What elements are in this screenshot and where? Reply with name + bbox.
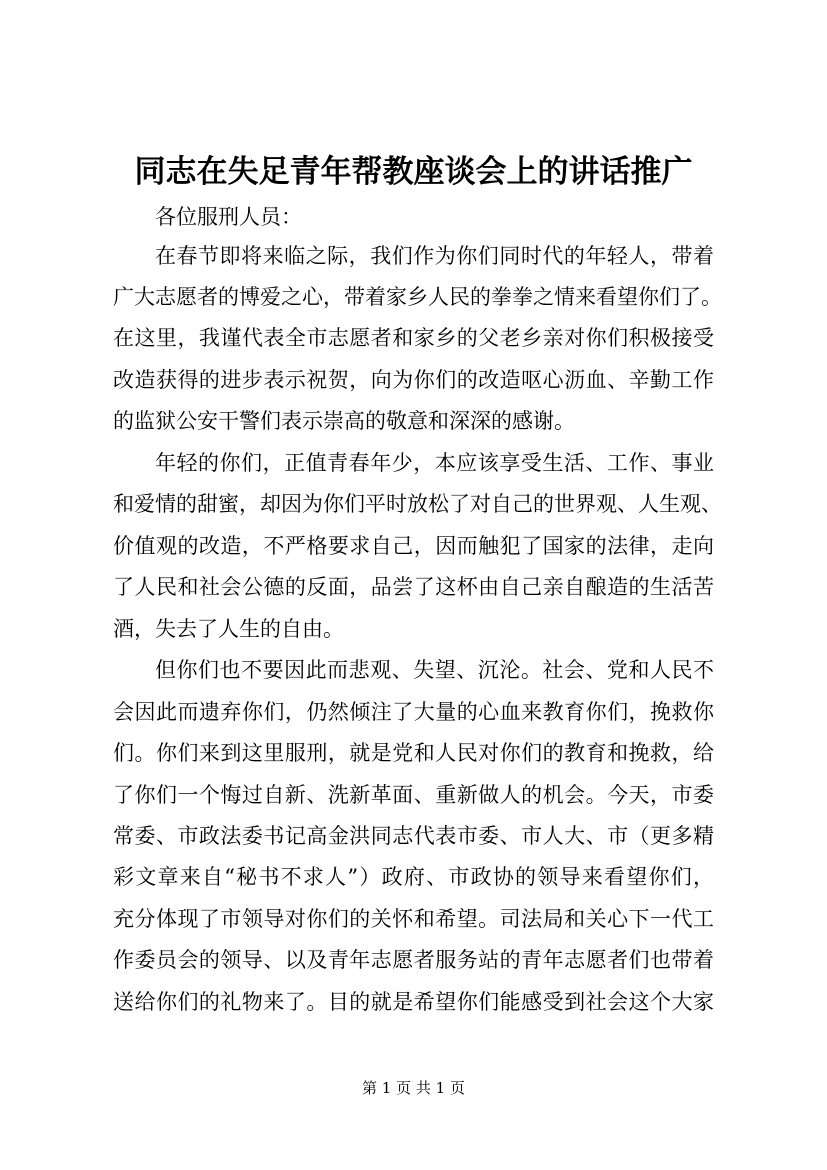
text-line: 改造获得的进步表示祝贺，向为你们的改造呕心沥血、辛勤工作 (113, 368, 714, 392)
text-line: 和爱情的甜蜜，却因为你们平时放松了对自己的世界观、人生观、 (113, 492, 722, 516)
text-line: 酒，失去了人生的自由。 (113, 617, 344, 641)
text-line: 充分体现了市领导对你们的关怀和希望。司法局和关心下一代工 (113, 907, 714, 931)
text-line: 了人民和社会公德的反面，品尝了这杯由自己亲自酿造的生活苦 (113, 575, 714, 599)
text-line: 会因此而遗弃你们，仍然倾注了大量的心血来教育你们，挽救你 (113, 700, 714, 724)
text-line: 价值观的改造，不严格要求自己，因而触犯了国家的法律，走向 (113, 534, 714, 558)
text-line: 在这里，我谨代表全市志愿者和家乡的父老乡亲对你们积极接受 (113, 326, 714, 350)
document-title: 同志在失足青年帮教座谈会上的讲话推广 (134, 154, 693, 190)
text-line: 年轻的你们，正值青春年少，本应该享受生活、工作、事业 (155, 451, 714, 475)
text-line: 在春节即将来临之际，我们作为你们同时代的年轻人，带着 (155, 244, 714, 268)
text-line: 广大志愿者的博爱之心，带着家乡人民的拳拳之情来看望你们了。 (113, 285, 722, 309)
text-line: 作委员会的领导、以及青年志愿者服务站的青年志愿者们也带着 (113, 948, 714, 972)
text-line: 常委、市政法委书记高金洪同志代表市委、市人大、市（更多精 (113, 824, 714, 848)
text-line: 但你们也不要因此而悲观、失望、沉沦。社会、党和人民不 (155, 658, 714, 682)
text-line: 了你们一个悔过自新、洗新革面、重新做人的机会。今天，市委 (113, 783, 714, 807)
text-line: 的监狱公安干警们表示崇高的敬意和深深的感谢。 (113, 409, 575, 433)
text-line: 们。你们来到这里服刑，就是党和人民对你们的教育和挽救，给 (113, 741, 714, 765)
page-number-footer: 第 1 页 共 1 页 (362, 1079, 465, 1097)
text-line: 彩文章来自“秘书不求人”）政府、市政协的领导来看望你们， (113, 865, 714, 889)
text-line: 送给你们的礼物来了。目的就是希望你们能感受到社会这个大家 (113, 990, 714, 1014)
salutation: 各位服刑人员： (155, 205, 302, 229)
